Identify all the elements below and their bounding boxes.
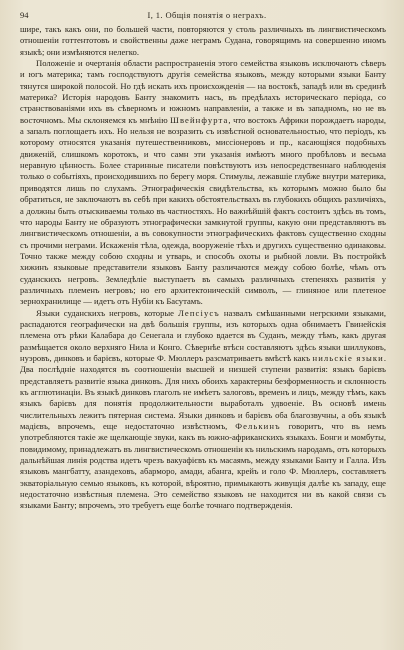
paragraph — [20, 58, 386, 308]
text-segment: , что востокъ Африки порождаетъ народы, а запалъ поглощаетъ ихъ. Но нельзя не возразить съ извѣстной основательностью, что періодъ, къ которому относятся указанія путешественниковъ, миссіонеровъ и пр., касающіяся подобныхъ движеній, слишкомъ коротокъ, и что самн эти указанія имѣютъ много пробѣловъ и весьма неравную цѣнность. Более старинные писатели повѣствуютъ изъ непосредственнаго наблюденія только о событіяхъ, происходившихъ по берегу моря. Стимулы, лежавшіе глубже внутри материка, приводятся лишь по слухамъ. Этнографическія свидѣтельства, къ которымъ можно было бы обратиться, не заключаютъ въ себѣ при какихъ обстоятельствахъ въ глубокихъ общихъ различіяхъ, а должны быть отыскиваемы только въ частностяхъ. Но важнѣйшій фактъ состоитъ здѣсь въ томъ, что народы Банту не образуютъ этнографически замкнутой группы, какую они представляютъ въ лингвистическомъ отношеніи, а въ совокупности этнографическихъ фактовъ существенно сходны съ прочими неграми. Искаженія тѣла, одежда, вооруженіе тѣхъ и другихъ существенно одинаковы. Точно также между собою сходны и утварь, и способъ охоты и рыбной ловли. Въ постройкѣ хижинъ языковые представители языковъ Банту различаются между собою болѣе, чѣмъ отъ суданскихъ негровъ. Земледѣліе выступаетъ въ самыхъ различныхъ степеняхъ развитія у различныхъ племенъ негровъ; но его архитектоническій символъ, — глиняное или плетеное зернохранилище — идетъ отъ Нубіи къ Басутамъ. — [20, 114, 386, 307]
paragraph — [20, 24, 386, 58]
text-segment: шире, такъ какъ они, по большей части, повторяются у столь различныхъ въ лингвистическомъ отношеніи готтентотовъ и свойственны даже неграмъ Судана, говорящимъ на совершенно иномъ языкѣ; они измѣняются нелегко. — [20, 24, 386, 57]
running-title: I, 1. Общія понятія о неграхъ. — [147, 10, 267, 20]
spaced-name: Лепсіусъ — [178, 307, 220, 318]
spaced-name: Фелькинъ — [235, 421, 281, 432]
text-segment: Языки суданскихъ негровъ, которые — [36, 307, 179, 318]
page-number: 94 — [20, 10, 29, 20]
spaced-name: нильскіе языки — [312, 352, 384, 363]
text-segment: Положеніе и очертанія области распространенія этого семейства языковъ исключаютъ сѣверъ и югъ материка; тамъ господствуютъ другія семейства языковъ, между которыми языки Банту тянутся широкой полосой. Но гдѣ искать ихъ происхожденія — на востокѣ, западѣ или въ срединѣ материка? Исторія народовъ Банту знакомитъ насъ, въ предѣлахъ историческаго періода, со странствованіями ихъ въ сѣверномъ и южномъ направленіи, а также и въ западномъ, но не въ восточномъ. Мы склоняемся къ мнѣнію — [20, 58, 386, 125]
body-text — [20, 24, 386, 512]
paragraph — [20, 308, 386, 512]
text-segment: . Два послѣдніе находятся въ соотношеніи высшей и низшей ступени развитія: языкъ барієвъ представляетъ развитіе языка динковъ. Для нихъ обоихъ характерны безформенность и склонность къ агглютинаціи. Въ языкѣ динковъ глаголъ не имѣетъ залоговъ, временъ и лицъ, между тѣмъ, какъ языкъ барієвъ для понятія продолжительности выработалъ удвоеніе. Въ основѣ имень числительныхъ лежитъ пятерная система. Языки динковъ и барієвъ оба благозвучны, а объ языкѣ мадієвъ, впрочемъ, еще недостаточно извѣстномъ, — [20, 352, 386, 432]
spaced-name: Швейнфурта — [170, 114, 229, 125]
text-segment: назвалъ смѣшанными негрскими языками, распадаются географически на двѣ большія группы, изъ которыхъ одна обнимаетъ Гвинейскія племена отъ рѣки Калабара до Сенегала и глубоко вдается въ Суданъ, между тѣмъ, какъ другая размѣщается около верхняго Нила и Конго. Сѣвернѣе втѣсн составляютъ здѣсь языки шиллуковъ, нуэровъ, динковъ и барієвъ, которые Ф. Мюллеръ разсматриваетъ вмѣстѣ какъ — [20, 307, 386, 363]
page-header — [20, 10, 386, 21]
text-segment: говоритъ, что въ немъ употребляются такіе же щелкающіе звуки, какъ въ южно-африканскихъ языкахъ. Бонги и момбуты, повидимому, принадлежатъ въ лингвистическомъ отношеніи къ нильскимъ народамъ, отъ которыхъ дальнѣйшая линія родства идетъ чрезъ вакуафієвъ къ масаямъ, между языками Банту и Галла. Изъ языковъ мангбатту, азандеховъ, абарморо, амади, абанга, крейъ и голо Ф. Мюллеръ, составляетъ экваторіальную семью языковъ, къ которой, вѣроятно, примыкаютъ живущія далѣе къ западу, еще недостаточно извѣстныя племена. Это семейство языковъ не находится ни въ какой связи съ языками Банту; впрочемъ, это требуетъ еще болѣе точнаго подтвержденія. — [20, 421, 386, 511]
